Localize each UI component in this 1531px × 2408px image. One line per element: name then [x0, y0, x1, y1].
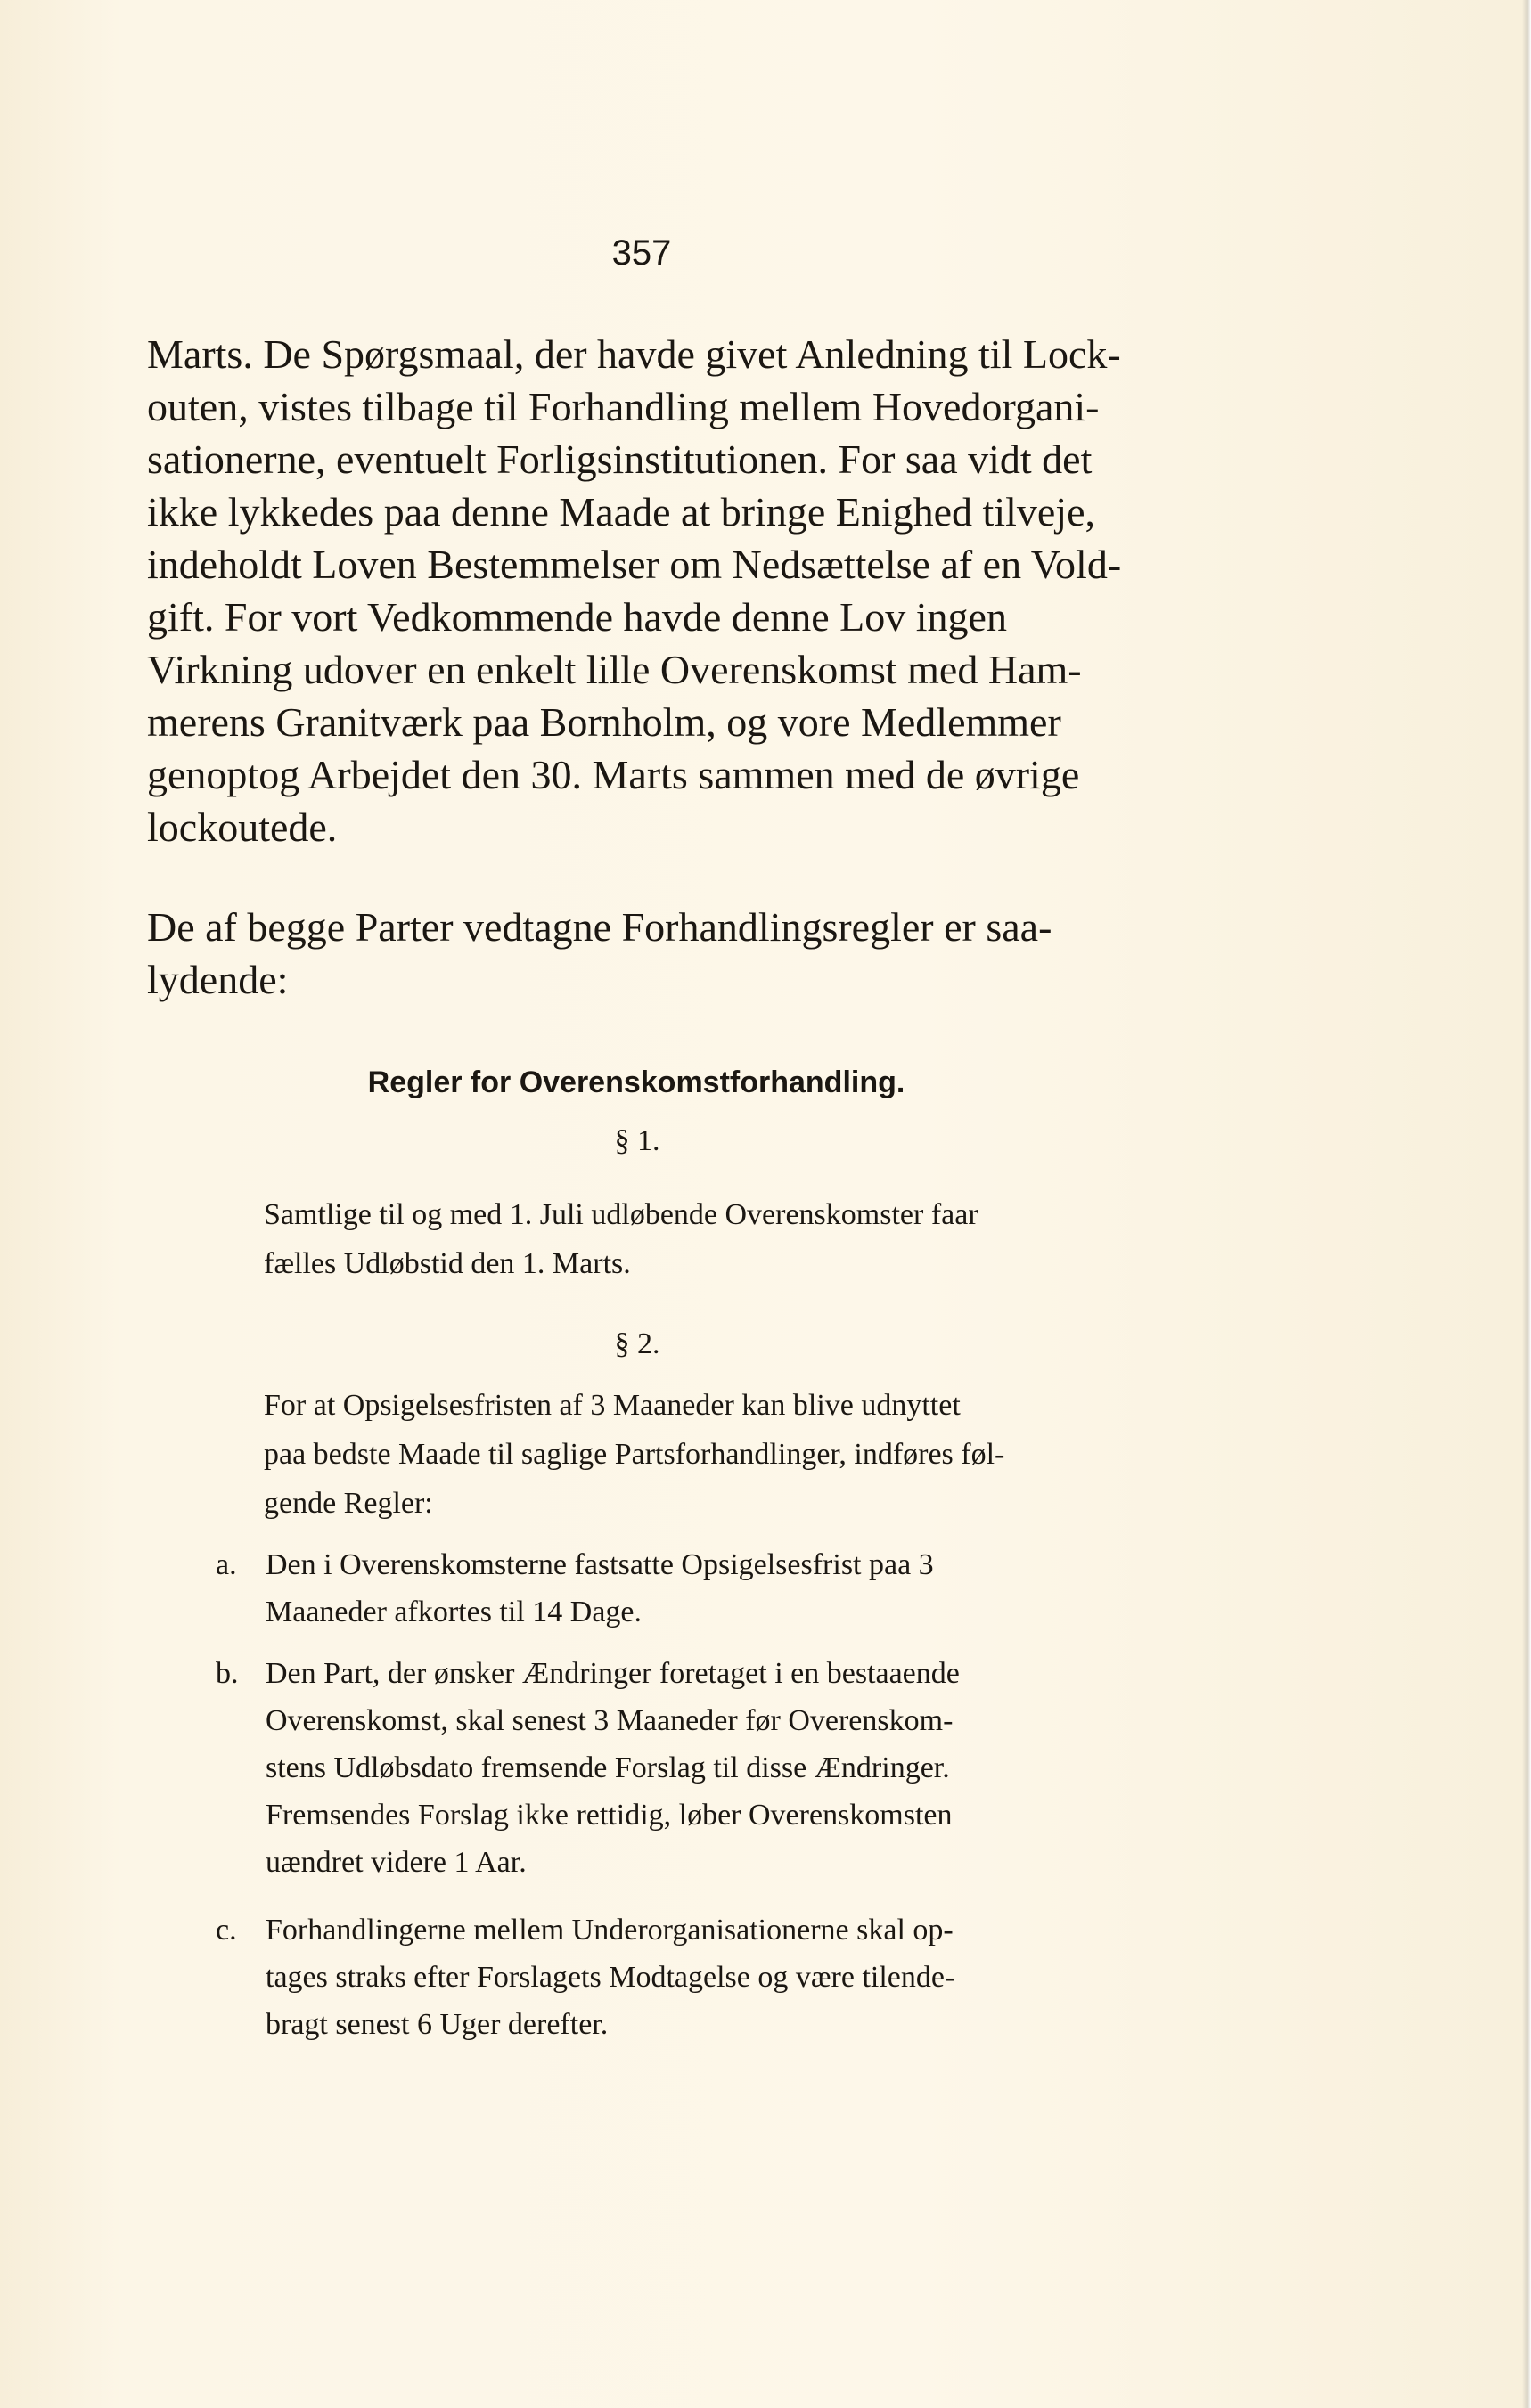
text-line: Forhandlingerne mellem Underorganisationerne skal op- [266, 1914, 954, 1947]
text-line: For at Opsigelsesfristen af 3 Maaneder kan blive udnyttet [264, 1389, 961, 1422]
text-line: ikke lykkedes paa denne Maade at bringe Enighed tilveje, [147, 489, 1095, 535]
text-line: De af begge Parter vedtagne Forhandlingsregler er saa- [147, 904, 1052, 950]
text-line: Marts. De Spørgsmaal, der havde givet Anledning til Lock- [147, 331, 1121, 377]
paragraph-mark-2: § 2. [614, 1327, 660, 1360]
page-edge [1522, 0, 1531, 2408]
text-line: Maaneder afkortes til 14 Dage. [266, 1596, 642, 1628]
page-number: 357 [611, 233, 672, 273]
text-line: indeholdt Loven Bestemmelser om Nedsættelse af en Vold- [147, 542, 1122, 587]
item-label: a. [216, 1548, 237, 1581]
text-line: paa bedste Maade til saglige Partsforhandlinger, indføres føl- [264, 1438, 1005, 1471]
text-line: Overenskomst, skal senest 3 Maaneder før Overenskom- [266, 1704, 954, 1737]
text-line: bragt senest 6 Uger derefter. [266, 2008, 609, 2041]
item-content [266, 1906, 1210, 2048]
text-line: gift. For vort Vedkommende havde denne Lov ingen [147, 594, 1007, 640]
text-line: outen, vistes tilbage til Forhandling mellem Hovedorgani- [147, 384, 1100, 429]
text-line: merens Granitværk paa Bornholm, og vore Medlemmer [147, 699, 1061, 745]
text-line: fælles Udløbstid den 1. Marts. [264, 1247, 631, 1280]
text-line: lockoutede. [147, 804, 338, 850]
text-line: stens Udløbsdato fremsende Forslag til disse Ændringer. [266, 1751, 950, 1784]
text-line: Virkning udover en enkelt lille Overenskomst med Ham- [147, 647, 1082, 692]
text-line: genoptog Arbejdet den 30. Marts sammen med de øvrige [147, 752, 1080, 797]
text-line: Fremsendes Forslag ikke rettidig, løber Overenskomsten [266, 1799, 953, 1832]
item-content [266, 1541, 1210, 1636]
text-line: Samtlige til og med 1. Juli udløbende Overenskomster faar [264, 1198, 978, 1231]
text-line: uændret videre 1 Aar. [266, 1846, 527, 1879]
rule-paragraph-1 [264, 1190, 1208, 1288]
text-line: sationerne, eventuelt Forligsinstitutionen. For saa vidt det [147, 437, 1093, 482]
text-line: gende Regler: [264, 1487, 433, 1520]
section-title: Regler for Overenskomstforhandling. [367, 1065, 905, 1099]
text-line: lydende: [147, 957, 289, 1002]
paragraph-intro-rules [147, 901, 1199, 1006]
item-content [266, 1650, 1210, 1886]
item-label: b. [216, 1657, 239, 1690]
paragraph-lockout [147, 328, 1199, 853]
text-line: Den i Overenskomsterne fastsatte Opsigelsesfrist paa 3 [266, 1548, 934, 1581]
text-line: Den Part, der ønsker Ændringer foretaget i en bestaaende [266, 1657, 960, 1690]
rule-paragraph-2 [264, 1381, 1208, 1528]
text-line: tages straks efter Forslagets Modtagelse og være tilende- [266, 1961, 955, 1994]
paragraph-mark-1: § 1. [614, 1124, 660, 1157]
item-label: c. [216, 1914, 237, 1947]
